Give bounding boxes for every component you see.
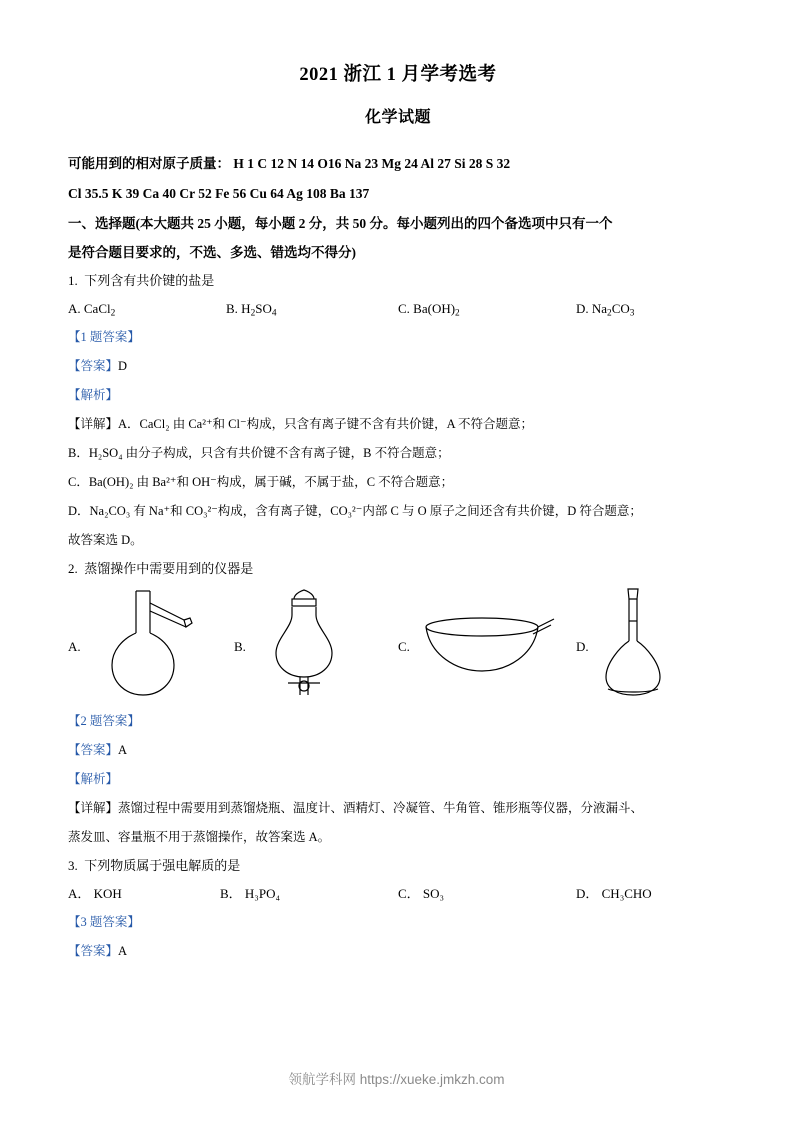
- atomic-mass-line-1: 可能用到的相对原子质量： H 1 C 12 N 14 O16 Na 23 Mg 24 Al 27 Si 28 S 32: [68, 156, 511, 171]
- option-b[interactable]: B． H₃PO₄: [220, 886, 280, 901]
- question-1-detail-4: D．Na₂CO₃ 有 Na⁺和 CO₃²⁻构成，含有离子键，CO₃²⁻内部 C 与 O 原子之间还含有共价键，D 符合题意；: [68, 504, 642, 518]
- section-heading-line-2: 是符合题目要求的，不选、多选、错选均不得分): [68, 245, 356, 260]
- option-c[interactable]: C. $Ba(OH)_2$: [398, 301, 460, 319]
- page-title: 2021 浙江 1 月学考选考: [299, 65, 497, 85]
- answer-label: 【答案】: [68, 944, 119, 958]
- figure-label-a: A.: [68, 639, 81, 654]
- option-b[interactable]: B. $H_2SO_4$: [226, 301, 277, 319]
- question-2-number: 2.: [68, 561, 78, 576]
- question-2-figures: [68, 587, 728, 707]
- option-c[interactable]: C． SO₃: [398, 886, 445, 901]
- question-2-analysis-label: 【解析】: [68, 772, 119, 786]
- document-content: [68, 60, 728, 966]
- answer-label: 【答案】: [68, 743, 119, 757]
- question-1-options: [68, 295, 728, 323]
- question-1-answer-tag: 【1 题答案】: [68, 330, 140, 344]
- answer-value: A: [118, 743, 128, 757]
- option-a[interactable]: A. CaCl$_2$: [68, 301, 116, 319]
- page-subtitle: 化学试题: [364, 109, 431, 126]
- section-heading-line-1: 一、选择题(本大题共 25 小题，每小题 2 分，共 50 分。每小题列出的四个备选项中只有一个: [68, 216, 613, 231]
- question-2-text: 蒸馏操作中需要用到的仪器是: [84, 561, 254, 576]
- watermark: 领航学科网 https://xueke.jmkzh.com: [288, 1072, 505, 1087]
- question-2-stem: [68, 555, 728, 583]
- separating-funnel-icon: [258, 587, 378, 707]
- option-d[interactable]: D. $Na_2CO_3$: [576, 301, 635, 319]
- question-2-answer-tag: 【2 题答案】: [68, 714, 140, 728]
- question-3-number: 3.: [68, 858, 78, 873]
- question-3-answer-tag: 【3 题答案】: [68, 915, 140, 929]
- figure-label-b: B.: [234, 639, 246, 654]
- figure-label-c: C.: [398, 639, 410, 654]
- question-1-detail-2: B．H₂SO₄ 由分子构成，只含有共价键不含有离子键，B 不符合题意；: [68, 446, 450, 460]
- figure-label-d: D.: [576, 639, 589, 654]
- option-a[interactable]: A． KOH: [68, 886, 122, 901]
- question-1-detail-1: 【详解】A．CaCl₂ 由 Ca²⁺和 Cl⁻构成，只含有离子键不含有共价键，A 不符合题意；: [68, 417, 534, 431]
- question-3-text: 下列物质属于强电解质的是: [84, 858, 241, 873]
- question-3-options: [68, 880, 728, 908]
- answer-value: A: [118, 944, 128, 958]
- question-1-detail-3: C．Ba(OH)₂ 由 Ba²⁺和 OH⁻构成，属于碱，不属于盐，C 不符合题意；: [68, 475, 454, 489]
- option-d[interactable]: D． CH₃CHO: [576, 886, 652, 901]
- question-1-detail-5: 故答案选 D。: [68, 533, 143, 547]
- question-3-answer: [68, 937, 728, 966]
- question-2-answer: [68, 736, 728, 765]
- question-1-text: 下列含有共价键的盐是: [84, 273, 215, 288]
- question-3-stem: [68, 852, 728, 880]
- evaporating-dish-icon: [420, 605, 560, 690]
- answer-value: D: [118, 359, 128, 373]
- question-1-stem: [68, 267, 728, 295]
- question-2-detail-1: 【详解】蒸馏过程中需要用到蒸馏烧瓶、温度计、酒精灯、冷凝管、牛角管、锥形瓶等仪器，分液漏斗、: [68, 801, 644, 815]
- question-2-detail-2: 蒸发皿、容量瓶不用于蒸馏操作，故答案选 A。: [68, 830, 331, 844]
- answer-label: 【答案】: [68, 359, 119, 373]
- atomic-mass-line-2: Cl 35.5 K 39 Ca 40 Cr 52 Fe 56 Cu 64 Ag 108 Ba 137: [68, 186, 370, 201]
- question-1-number: 1.: [68, 273, 78, 288]
- question-1-analysis-label: 【解析】: [68, 388, 119, 402]
- question-1-answer: [68, 352, 728, 381]
- round-bottom-flask-with-sidearm-icon: [92, 587, 222, 707]
- volumetric-flask-icon: [596, 587, 706, 707]
